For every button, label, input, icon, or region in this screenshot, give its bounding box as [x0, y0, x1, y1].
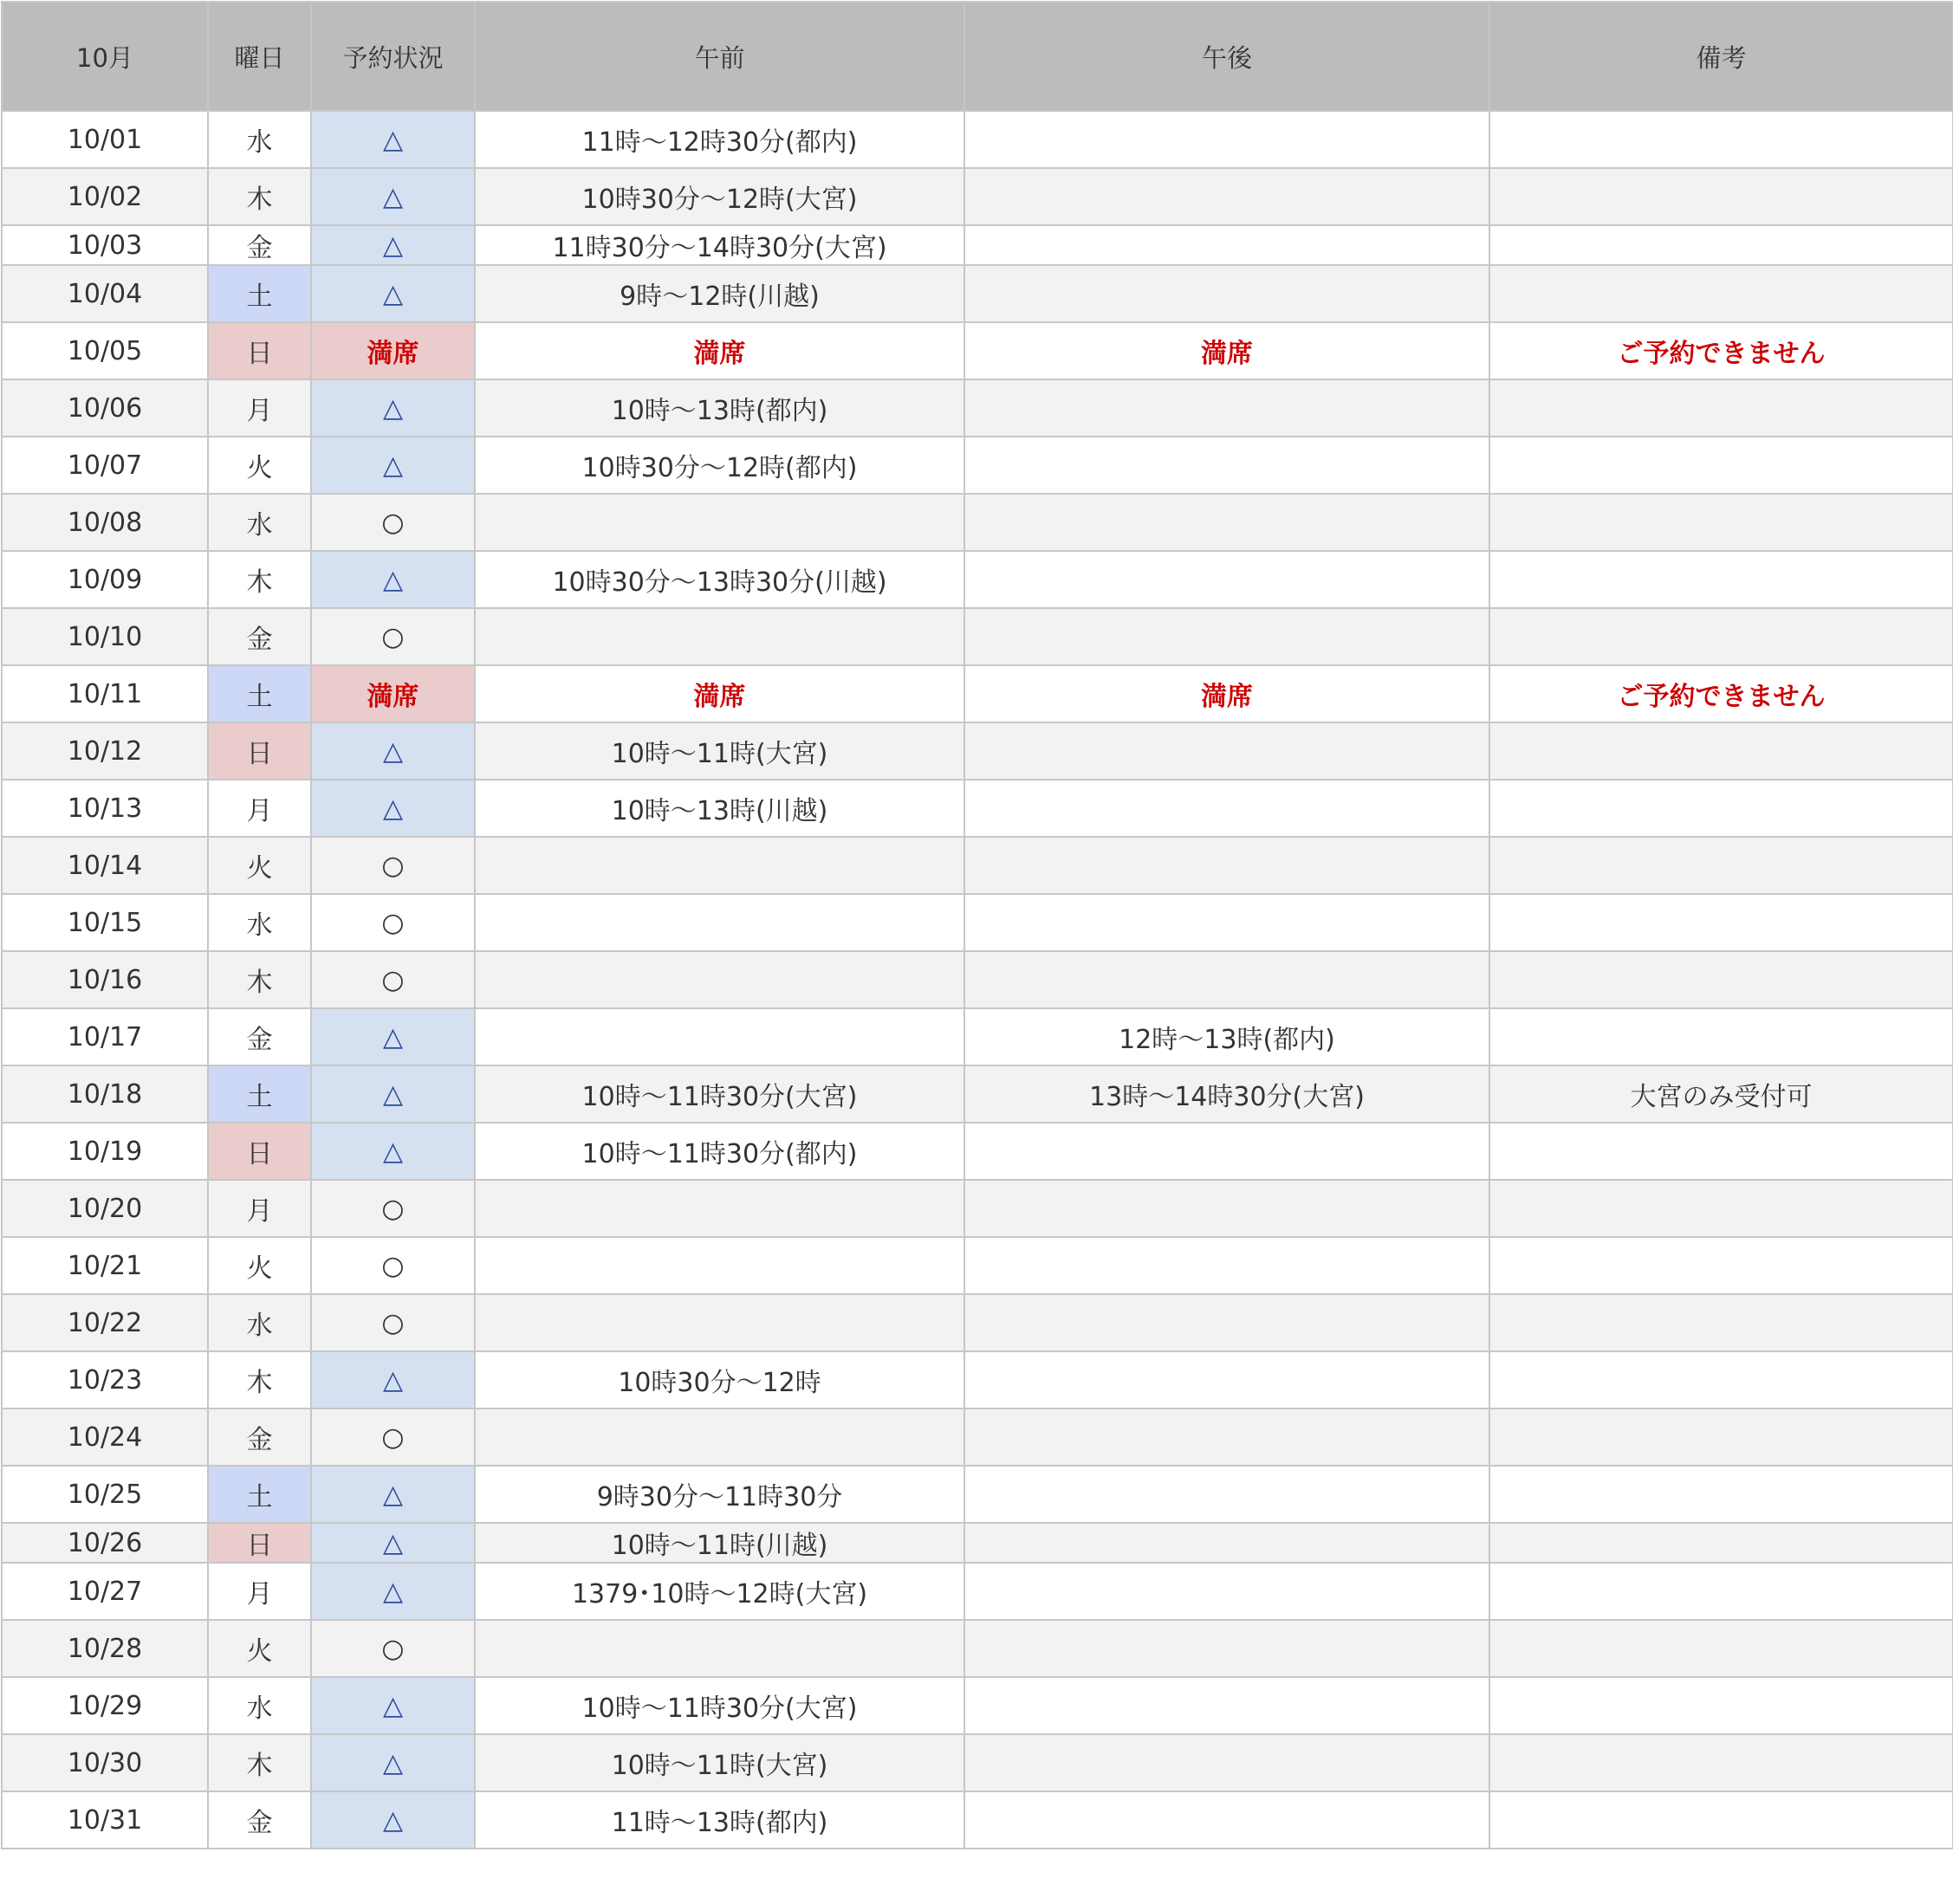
- notes-cell: [1489, 1409, 1953, 1466]
- notes-cell: [1489, 722, 1953, 780]
- weekday-cell: 日: [208, 322, 311, 379]
- weekday-cell: 月: [208, 1563, 311, 1620]
- status-cell: ○: [311, 608, 475, 665]
- afternoon-cell: [964, 1351, 1489, 1409]
- afternoon-cell: [964, 379, 1489, 437]
- date-cell: 10/08: [2, 494, 208, 551]
- header-date: 10月: [2, 2, 208, 111]
- header-afternoon: 午後: [964, 2, 1489, 111]
- weekday-cell: 土: [208, 1466, 311, 1523]
- date-cell: 10/31: [2, 1791, 208, 1849]
- notes-cell: ご予約できません: [1489, 322, 1953, 379]
- weekday-cell: 火: [208, 1620, 311, 1677]
- notes-cell: [1489, 1791, 1953, 1849]
- weekday-cell: 土: [208, 665, 311, 722]
- table-row: [2, 1734, 1953, 1791]
- notes-cell: [1489, 437, 1953, 494]
- date-cell: 10/26: [2, 1523, 208, 1563]
- status-cell: ○: [311, 1180, 475, 1237]
- table-row: [2, 722, 1953, 780]
- morning-cell: 10時～11時30分(大宮): [475, 1065, 964, 1123]
- header-status: 予約状況: [311, 2, 475, 111]
- morning-cell: [475, 1409, 964, 1466]
- table-body: [2, 111, 1953, 1849]
- table-row: [2, 265, 1953, 322]
- afternoon-cell: [964, 837, 1489, 894]
- status-cell: ○: [311, 1294, 475, 1351]
- notes-cell: 大宮のみ受付可: [1489, 1065, 1953, 1123]
- notes-cell: [1489, 225, 1953, 265]
- status-cell: ○: [311, 1237, 475, 1294]
- date-cell: 10/27: [2, 1563, 208, 1620]
- morning-cell: [475, 494, 964, 551]
- date-cell: 10/17: [2, 1008, 208, 1065]
- notes-cell: [1489, 1677, 1953, 1734]
- date-cell: 10/04: [2, 265, 208, 322]
- afternoon-cell: [964, 1734, 1489, 1791]
- morning-cell: 9時30分～11時30分: [475, 1466, 964, 1523]
- table-row: [2, 1351, 1953, 1409]
- date-cell: 10/23: [2, 1351, 208, 1409]
- status-cell: ○: [311, 494, 475, 551]
- status-cell: △: [311, 1563, 475, 1620]
- morning-cell: [475, 1237, 964, 1294]
- status-cell: △: [311, 1466, 475, 1523]
- morning-cell: 10時～11時30分(大宮): [475, 1677, 964, 1734]
- table-row: [2, 437, 1953, 494]
- afternoon-cell: [964, 225, 1489, 265]
- afternoon-cell: 満席: [964, 665, 1489, 722]
- morning-cell: 満席: [475, 322, 964, 379]
- status-cell: △: [311, 168, 475, 225]
- notes-cell: [1489, 1523, 1953, 1563]
- morning-cell: [475, 1008, 964, 1065]
- afternoon-cell: [964, 1237, 1489, 1294]
- status-cell: ○: [311, 837, 475, 894]
- table-row: [2, 951, 1953, 1008]
- status-cell: △: [311, 1734, 475, 1791]
- notes-cell: [1489, 1294, 1953, 1351]
- weekday-cell: 日: [208, 1523, 311, 1563]
- date-cell: 10/28: [2, 1620, 208, 1677]
- afternoon-cell: [964, 265, 1489, 322]
- afternoon-cell: [964, 894, 1489, 951]
- date-cell: 10/07: [2, 437, 208, 494]
- table-row: [2, 1294, 1953, 1351]
- morning-cell: 10時～11時(大宮): [475, 722, 964, 780]
- morning-cell: 10時30分～12時(都内): [475, 437, 964, 494]
- date-cell: 10/25: [2, 1466, 208, 1523]
- weekday-cell: 火: [208, 1237, 311, 1294]
- morning-cell: 10時～13時(都内): [475, 379, 964, 437]
- status-cell: △: [311, 551, 475, 608]
- table-row: [2, 322, 1953, 379]
- notes-cell: [1489, 494, 1953, 551]
- morning-cell: [475, 608, 964, 665]
- morning-cell: 10時30分～12時(大宮): [475, 168, 964, 225]
- date-cell: 10/14: [2, 837, 208, 894]
- weekday-cell: 木: [208, 951, 311, 1008]
- notes-cell: [1489, 1008, 1953, 1065]
- notes-cell: [1489, 1351, 1953, 1409]
- afternoon-cell: [964, 111, 1489, 168]
- weekday-cell: 水: [208, 1677, 311, 1734]
- weekday-cell: 月: [208, 1180, 311, 1237]
- weekday-cell: 水: [208, 1294, 311, 1351]
- afternoon-cell: [964, 1466, 1489, 1523]
- header-weekday: 曜日: [208, 2, 311, 111]
- afternoon-cell: [964, 1791, 1489, 1849]
- table-row: [2, 1237, 1953, 1294]
- status-cell: △: [311, 1791, 475, 1849]
- table-header: [2, 2, 1953, 111]
- weekday-cell: 金: [208, 1409, 311, 1466]
- morning-cell: [475, 951, 964, 1008]
- weekday-cell: 土: [208, 265, 311, 322]
- table-row: [2, 1409, 1953, 1466]
- status-cell: △: [311, 225, 475, 265]
- weekday-cell: 水: [208, 494, 311, 551]
- date-cell: 10/13: [2, 780, 208, 837]
- header-row: [2, 2, 1953, 111]
- notes-cell: [1489, 608, 1953, 665]
- header-morning: 午前: [475, 2, 964, 111]
- notes-cell: [1489, 951, 1953, 1008]
- morning-cell: 10時30分～13時30分(川越): [475, 551, 964, 608]
- status-cell: △: [311, 111, 475, 168]
- morning-cell: 10時～13時(川越): [475, 780, 964, 837]
- weekday-cell: 火: [208, 837, 311, 894]
- table-row: [2, 665, 1953, 722]
- table-row: [2, 551, 1953, 608]
- table-row: [2, 1065, 1953, 1123]
- notes-cell: [1489, 1620, 1953, 1677]
- afternoon-cell: [964, 494, 1489, 551]
- afternoon-cell: [964, 1523, 1489, 1563]
- weekday-cell: 金: [208, 608, 311, 665]
- status-cell: △: [311, 1008, 475, 1065]
- morning-cell: 10時～11時(川越): [475, 1523, 964, 1563]
- status-cell: △: [311, 1677, 475, 1734]
- date-cell: 10/30: [2, 1734, 208, 1791]
- table-row: [2, 168, 1953, 225]
- weekday-cell: 土: [208, 1065, 311, 1123]
- notes-cell: [1489, 1466, 1953, 1523]
- morning-cell: 10時30分～12時: [475, 1351, 964, 1409]
- status-cell: ○: [311, 951, 475, 1008]
- notes-cell: [1489, 168, 1953, 225]
- date-cell: 10/24: [2, 1409, 208, 1466]
- status-cell: △: [311, 437, 475, 494]
- afternoon-cell: [964, 1563, 1489, 1620]
- table-row: [2, 379, 1953, 437]
- weekday-cell: 月: [208, 379, 311, 437]
- reservation-schedule-table: [1, 1, 1953, 1849]
- date-cell: 10/09: [2, 551, 208, 608]
- table-row: [2, 111, 1953, 168]
- afternoon-cell: [964, 1123, 1489, 1180]
- weekday-cell: 水: [208, 111, 311, 168]
- date-cell: 10/19: [2, 1123, 208, 1180]
- date-cell: 10/01: [2, 111, 208, 168]
- notes-cell: ご予約できません: [1489, 665, 1953, 722]
- weekday-cell: 金: [208, 1791, 311, 1849]
- notes-cell: [1489, 265, 1953, 322]
- weekday-cell: 木: [208, 1734, 311, 1791]
- morning-cell: [475, 1180, 964, 1237]
- afternoon-cell: [964, 1180, 1489, 1237]
- status-cell: △: [311, 1351, 475, 1409]
- date-cell: 10/06: [2, 379, 208, 437]
- table-row: [2, 1008, 1953, 1065]
- date-cell: 10/18: [2, 1065, 208, 1123]
- status-cell: 満席: [311, 665, 475, 722]
- status-cell: △: [311, 1123, 475, 1180]
- morning-cell: 10時～11時(大宮): [475, 1734, 964, 1791]
- morning-cell: 満席: [475, 665, 964, 722]
- weekday-cell: 月: [208, 780, 311, 837]
- notes-cell: [1489, 780, 1953, 837]
- status-cell: △: [311, 265, 475, 322]
- afternoon-cell: [964, 1294, 1489, 1351]
- date-cell: 10/05: [2, 322, 208, 379]
- status-cell: ○: [311, 894, 475, 951]
- afternoon-cell: 12時～13時(都内): [964, 1008, 1489, 1065]
- morning-cell: [475, 837, 964, 894]
- afternoon-cell: [964, 608, 1489, 665]
- date-cell: 10/29: [2, 1677, 208, 1734]
- status-cell: △: [311, 722, 475, 780]
- afternoon-cell: [964, 1677, 1489, 1734]
- table-row: [2, 1563, 1953, 1620]
- table-row: [2, 837, 1953, 894]
- weekday-cell: 木: [208, 551, 311, 608]
- morning-cell: 11時～12時30分(都内): [475, 111, 964, 168]
- status-cell: ○: [311, 1409, 475, 1466]
- morning-cell: [475, 1294, 964, 1351]
- table-row: [2, 225, 1953, 265]
- table-row: [2, 1123, 1953, 1180]
- afternoon-cell: [964, 1409, 1489, 1466]
- notes-cell: [1489, 1563, 1953, 1620]
- afternoon-cell: [964, 1620, 1489, 1677]
- table-row: [2, 1180, 1953, 1237]
- afternoon-cell: [964, 168, 1489, 225]
- notes-cell: [1489, 1123, 1953, 1180]
- notes-cell: [1489, 551, 1953, 608]
- table-row: [2, 1523, 1953, 1563]
- status-cell: △: [311, 1065, 475, 1123]
- date-cell: 10/16: [2, 951, 208, 1008]
- header-notes: 備考: [1489, 2, 1953, 111]
- morning-cell: 11時30分～14時30分(大宮): [475, 225, 964, 265]
- notes-cell: [1489, 379, 1953, 437]
- status-cell: 満席: [311, 322, 475, 379]
- weekday-cell: 日: [208, 1123, 311, 1180]
- date-cell: 10/15: [2, 894, 208, 951]
- date-cell: 10/03: [2, 225, 208, 265]
- weekday-cell: 金: [208, 225, 311, 265]
- notes-cell: [1489, 837, 1953, 894]
- weekday-cell: 火: [208, 437, 311, 494]
- date-cell: 10/22: [2, 1294, 208, 1351]
- afternoon-cell: [964, 437, 1489, 494]
- weekday-cell: 金: [208, 1008, 311, 1065]
- afternoon-cell: 13時～14時30分(大宮): [964, 1065, 1489, 1123]
- notes-cell: [1489, 894, 1953, 951]
- notes-cell: [1489, 1237, 1953, 1294]
- morning-cell: 10時～11時30分(都内): [475, 1123, 964, 1180]
- afternoon-cell: 満席: [964, 322, 1489, 379]
- table-row: [2, 1620, 1953, 1677]
- morning-cell: 11時～13時(都内): [475, 1791, 964, 1849]
- morning-cell: [475, 894, 964, 951]
- morning-cell: [475, 1620, 964, 1677]
- weekday-cell: 水: [208, 894, 311, 951]
- date-cell: 10/11: [2, 665, 208, 722]
- date-cell: 10/12: [2, 722, 208, 780]
- morning-cell: 9時～12時(川越): [475, 265, 964, 322]
- afternoon-cell: [964, 722, 1489, 780]
- table-row: [2, 608, 1953, 665]
- date-cell: 10/21: [2, 1237, 208, 1294]
- afternoon-cell: [964, 951, 1489, 1008]
- date-cell: 10/02: [2, 168, 208, 225]
- notes-cell: [1489, 111, 1953, 168]
- table-row: [2, 1466, 1953, 1523]
- notes-cell: [1489, 1180, 1953, 1237]
- notes-cell: [1489, 1734, 1953, 1791]
- status-cell: △: [311, 780, 475, 837]
- weekday-cell: 日: [208, 722, 311, 780]
- afternoon-cell: [964, 551, 1489, 608]
- table-row: [2, 1791, 1953, 1849]
- weekday-cell: 木: [208, 1351, 311, 1409]
- afternoon-cell: [964, 780, 1489, 837]
- weekday-cell: 木: [208, 168, 311, 225]
- date-cell: 10/10: [2, 608, 208, 665]
- status-cell: △: [311, 379, 475, 437]
- status-cell: △: [311, 1523, 475, 1563]
- table-row: [2, 894, 1953, 951]
- table-row: [2, 494, 1953, 551]
- status-cell: ○: [311, 1620, 475, 1677]
- date-cell: 10/20: [2, 1180, 208, 1237]
- morning-cell: 1379･10時～12時(大宮): [475, 1563, 964, 1620]
- table-row: [2, 780, 1953, 837]
- table-row: [2, 1677, 1953, 1734]
